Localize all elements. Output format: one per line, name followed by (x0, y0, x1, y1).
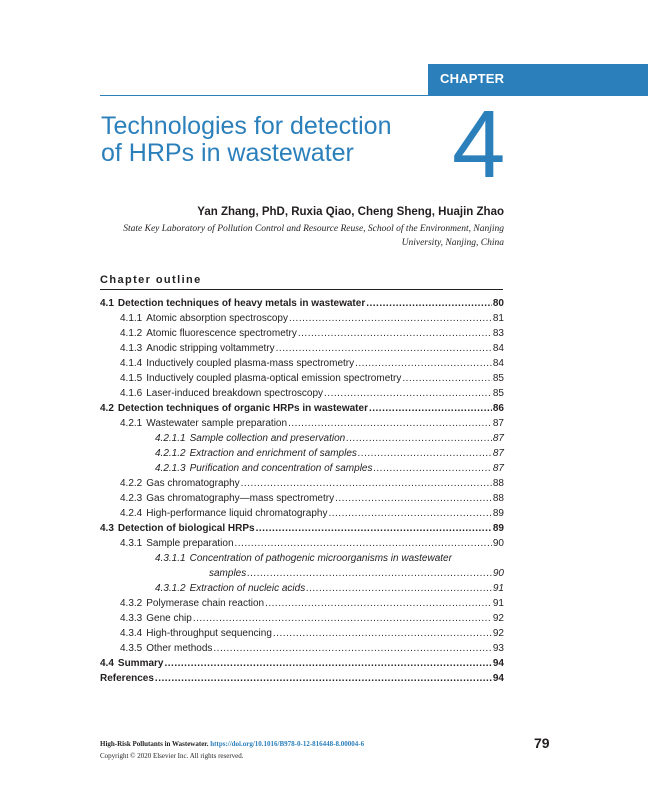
toc-entry-title: Summary (117, 658, 164, 669)
toc-entry-continuation[interactable] (100, 566, 504, 581)
toc-entry-page: 81 (492, 313, 504, 324)
toc-entry-title: Gas chromatography—mass spectrometry (146, 493, 335, 504)
toc-entry[interactable] (100, 341, 504, 356)
toc-entry-title: Purification and concentration of samples (189, 463, 373, 474)
toc-entry-page: 90 (492, 568, 504, 579)
toc-entry-page: 88 (492, 478, 504, 489)
toc-entry-title: Sample collection and preservation (189, 433, 346, 444)
toc-entry-number: 4.1.2 (120, 328, 143, 339)
chapter-number: 4 (452, 91, 506, 198)
toc-entry-title: High-throughput sequencing (146, 628, 272, 639)
toc-entry[interactable] (100, 536, 504, 551)
doi-link[interactable]: https://doi.org/10.1016/B978-0-12-816448-8.00004-6 (210, 740, 365, 748)
toc-entry[interactable] (100, 446, 504, 461)
toc-leader-dots (256, 521, 492, 536)
toc-entry-title: Extraction and enrichment of samples (189, 448, 357, 459)
toc-entry[interactable] (100, 626, 504, 641)
toc-entry-number: 4.1.3 (120, 343, 143, 354)
affiliation-line: University, Nanjing, China (401, 238, 504, 248)
toc-entry[interactable] (100, 551, 504, 566)
toc-leader-dots (155, 671, 492, 686)
toc-leader-dots (273, 626, 492, 641)
toc-entry[interactable] (100, 506, 504, 521)
toc-leader-dots (355, 356, 492, 371)
toc-entry-page: 91 (492, 598, 504, 609)
toc-entry-title: Detection techniques of heavy metals in wastewater (117, 298, 366, 309)
toc-entry-page: 80 (492, 298, 504, 309)
page-footer (100, 738, 364, 762)
toc-entry-page: 92 (492, 613, 504, 624)
toc-entry-page: 89 (492, 523, 504, 534)
toc-leader-dots (265, 596, 492, 611)
toc-entry-title: Concentration of pathogenic microorganisms in wastewater (189, 553, 452, 564)
toc-entry-number: 4.3.1 (120, 538, 143, 549)
toc-entry-number: 4.1.6 (120, 388, 143, 399)
toc-leader-dots (335, 491, 492, 506)
toc-entry-page: 90 (492, 538, 504, 549)
toc-entry-title: Polymerase chain reaction (146, 598, 265, 609)
toc-leader-dots (164, 656, 491, 671)
toc-leader-dots (241, 476, 492, 491)
toc-entry-title: Sample preparation (146, 538, 234, 549)
toc-entry-page: 85 (492, 388, 504, 399)
toc-entry-number: 4.2.1 (120, 418, 143, 429)
header-rule (100, 95, 428, 96)
copyright-notice: Copyright © 2020 Elsevier Inc. All rights reserved. (100, 752, 244, 760)
book-title: High-Risk Pollutants in Wastewater. (100, 740, 209, 748)
toc-entry-number: 4.3.1.1 (155, 553, 186, 564)
toc-entry-page: 84 (492, 358, 504, 369)
outline-rule (100, 289, 503, 290)
toc-entry-page: 83 (492, 328, 504, 339)
toc-entry[interactable] (100, 476, 504, 491)
toc-leader-dots (193, 611, 492, 626)
toc-entry-number: 4.3.4 (120, 628, 143, 639)
toc-entry[interactable] (100, 311, 504, 326)
toc-entry-page: 94 (492, 673, 504, 684)
toc-entry-page: 87 (492, 418, 504, 429)
toc-entry-number: 4.3.1.2 (155, 583, 186, 594)
toc-entry-number: 4.2.1.1 (155, 433, 186, 444)
toc-entry-number: 4.3.5 (120, 643, 143, 654)
toc-entry[interactable] (100, 491, 504, 506)
toc-entry-number: 4.4 (100, 658, 114, 669)
toc-entry-title: Extraction of nucleic acids (189, 583, 306, 594)
toc-entry-title: Laser-induced breakdown spectroscopy (146, 388, 324, 399)
toc-entry-title: Atomic fluorescence spectrometry (146, 328, 297, 339)
toc-entry-number: 4.1.5 (120, 373, 143, 384)
author-list: Yan Zhang, PhD, Ruxia Qiao, Cheng Sheng, Huajin Zhao (197, 206, 504, 218)
toc-entry-title-continuation: samples (209, 568, 247, 579)
toc-entry-title: Gene chip (146, 613, 192, 624)
toc-entry-number: 4.3.2 (120, 598, 143, 609)
toc-entry[interactable] (100, 326, 504, 341)
outline-heading: Chapter outline (100, 274, 202, 286)
toc-entry[interactable] (100, 356, 504, 371)
toc-entry-page: 86 (492, 403, 504, 414)
toc-entry-number: 4.1.4 (120, 358, 143, 369)
toc-leader-dots (358, 446, 492, 461)
toc-entry[interactable] (100, 641, 504, 656)
chapter-title (101, 113, 461, 167)
toc-leader-dots (298, 326, 492, 341)
toc-entry-title: High-performance liquid chromatography (146, 508, 328, 519)
toc-entry-page: 92 (492, 628, 504, 639)
toc-leader-dots (346, 431, 492, 446)
toc-entry-number: 4.2.3 (120, 493, 143, 504)
toc-leader-dots (288, 416, 492, 431)
toc-entry-number: 4.1 (100, 298, 114, 309)
toc-leader-dots (306, 581, 492, 596)
toc-entry-title: Atomic absorption spectroscopy (146, 313, 288, 324)
toc-entry[interactable] (100, 461, 504, 476)
toc-entry[interactable] (100, 596, 504, 611)
toc-entry-page: 87 (492, 433, 504, 444)
toc-entry[interactable] (100, 521, 504, 536)
toc-entry-title: Wastewater sample preparation (146, 418, 288, 429)
toc-leader-dots (369, 401, 492, 416)
toc-entry-title: Detection techniques of organic HRPs in wastewater (117, 403, 368, 414)
toc-entry-number: 4.1.1 (120, 313, 143, 324)
affiliation (100, 222, 504, 250)
toc-leader-dots (289, 311, 492, 326)
toc-entry-title: Detection of biological HRPs (117, 523, 255, 534)
toc-entry-page: 94 (492, 658, 504, 669)
toc-entry-page: 84 (492, 343, 504, 354)
toc-leader-dots (402, 371, 492, 386)
toc-entry-title: References (100, 673, 154, 684)
toc-entry-page: 87 (492, 463, 504, 474)
toc-leader-dots (324, 386, 492, 401)
toc-entry[interactable] (100, 581, 504, 596)
page-number: 79 (534, 735, 550, 751)
toc-leader-dots (276, 341, 492, 356)
toc-entry-title: Inductively coupled plasma-optical emission spectrometry (146, 373, 402, 384)
toc-entry[interactable] (100, 371, 504, 386)
toc-entry-number: 4.3.3 (120, 613, 143, 624)
toc-entry-title: Other methods (146, 643, 213, 654)
affiliation-line: State Key Laboratory of Pollution Control and Resource Reuse, School of the Environment, Nanjing (123, 224, 504, 234)
toc-leader-dots (366, 296, 492, 311)
toc-leader-dots (235, 536, 492, 551)
chapter-title-line: Technologies for detection (101, 112, 392, 140)
toc-leader-dots (328, 506, 491, 521)
toc-entry-number: 4.2.1.3 (155, 463, 186, 474)
toc-entry-title: Gas chromatography (146, 478, 240, 489)
toc-entry-page: 88 (492, 493, 504, 504)
toc-entry[interactable] (100, 386, 504, 401)
toc-entry-number: 4.2.4 (120, 508, 143, 519)
toc-entry-page: 85 (492, 373, 504, 384)
toc-leader-dots (247, 566, 492, 581)
toc-entry-number: 4.3 (100, 523, 114, 534)
toc-entry[interactable] (100, 611, 504, 626)
toc-leader-dots (373, 461, 491, 476)
toc-entry-page: 87 (492, 448, 504, 459)
toc-entry[interactable] (100, 401, 504, 416)
toc-entry-number: 4.2.2 (120, 478, 143, 489)
toc-entry[interactable] (100, 416, 504, 431)
toc-entry-page: 93 (492, 643, 504, 654)
toc-entry[interactable] (100, 296, 504, 311)
toc-entry-title: Inductively coupled plasma-mass spectrometry (146, 358, 355, 369)
toc-entry[interactable] (100, 671, 504, 686)
chapter-title-line: of HRPs in wastewater (101, 139, 354, 167)
chapter-label: CHAPTER (440, 71, 505, 86)
toc-leader-dots (213, 641, 491, 656)
toc-entry-title: Anodic stripping voltammetry (146, 343, 275, 354)
toc-entry-number: 4.2 (100, 403, 114, 414)
toc-entry[interactable] (100, 656, 504, 671)
toc-entry-page: 91 (492, 583, 504, 594)
toc-entry[interactable] (100, 431, 504, 446)
table-of-contents (100, 296, 504, 686)
toc-entry-page: 89 (492, 508, 504, 519)
toc-entry-number: 4.2.1.2 (155, 448, 186, 459)
